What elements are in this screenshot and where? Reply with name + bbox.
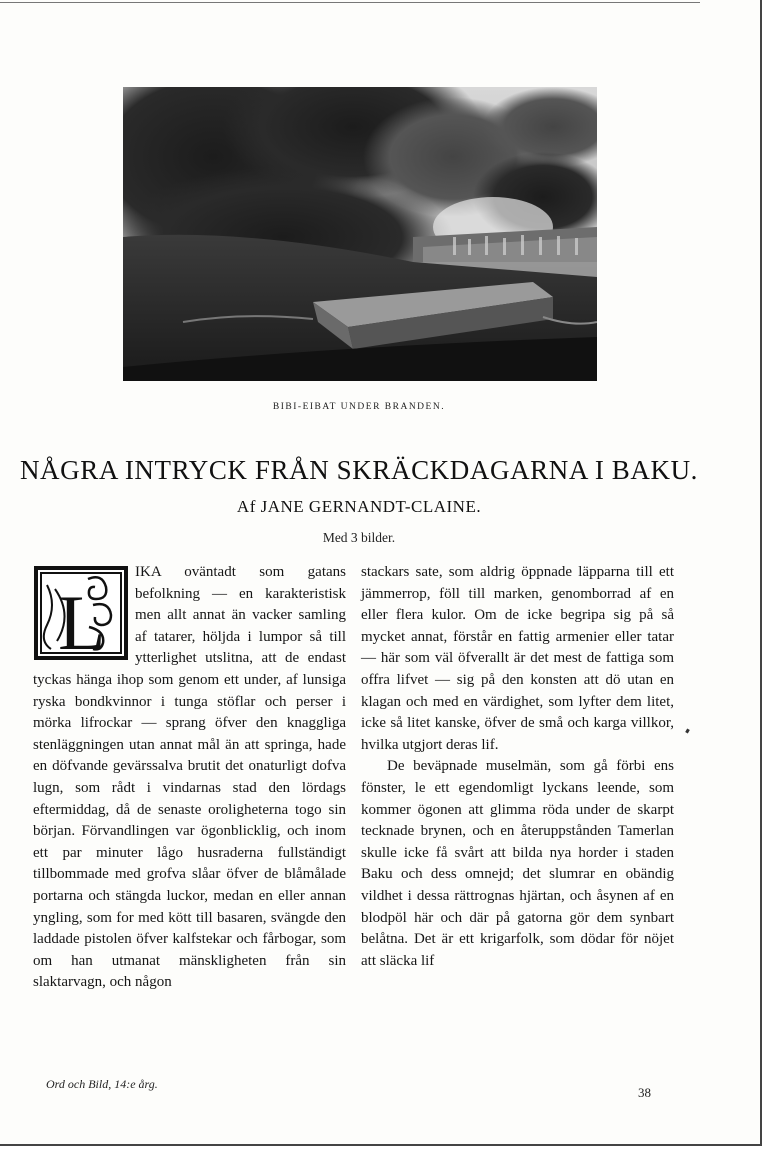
article-byline: Af JANE GERNANDT-CLAINE. xyxy=(236,497,482,516)
page-number: 38 xyxy=(638,1085,651,1100)
top-rule xyxy=(0,2,700,3)
fire-photograph xyxy=(123,87,597,381)
right-column xyxy=(361,562,674,972)
decorative-initial-l-icon xyxy=(33,565,129,661)
article-title: NÅGRA INTRYCK FRÅN SKRÄCKDAGARNA I BAKU. xyxy=(19,455,699,485)
right-column-paragraph-2: De beväpnade muselmän, som gå förbi ens fönster, le ett egendomligt lyckans leende, som kommer ögonen att glimma röda under de skarpt tecknade brynen, och en återuppstånden Tamerlan skulle icke få svårt att bilda nya horder i staden Baku och dess omnejd; det slumrar en obändig vildhet i dessa rättrognas hjärtan, och åsynen af en blodpöl här och där på gatorna gör dem synbart belåtna. Det är ett krigarfolk, som dödar för nöjet att släcka lif xyxy=(361,758,674,969)
right-column-paragraph-1: stackars sate, som aldrig öppnade läpparna till ett jämmerrop, föll till marken, genomborrad af en eller flera kulor. Om de icke begripa sig på så mycket annat, förstår en fattig armenier eller tatar — här som väl öfverallt är det mest de fattiga som offra lifvet — sig på den konsten att dö utan en klagan och med en värdighet, som lyfter dem litet, icke så litet kanske, öfver de små och karga villkor, hvilka utgjort deras lif. xyxy=(361,564,674,753)
publication-footer: Ord och Bild, 14:e årg. xyxy=(46,1077,158,1091)
left-column xyxy=(33,562,346,994)
photo-caption: BIBI-EIBAT UNDER BRANDEN. xyxy=(272,402,446,412)
ink-speck xyxy=(685,729,690,734)
article-subtitle: Med 3 bilder. xyxy=(322,530,396,545)
dropcap-letter: L xyxy=(58,579,106,661)
photo-illustration xyxy=(123,87,597,381)
left-column-text: IKA oväntadt som gatans befolkning — en karakteristisk men allt annat än vacker samling af tatarer, höljda i lumpor så till ytterlighet utslitna, att de endast tyckas hänga ihop som genom ett under, af lunsiga ryska bondkvinnor i tunga stöflar och perser i mörka lifrockar — sprang öfver den knaggliga stenläggningen utan annat mål än att springa, hade en döfvande gevärssalva brutit det onaturligt dofva lugn, som rådt i vindarnas stad den lördags eftermiddag, då de senaste oroligheterna togo sin början. Förvandlingen var ögonblicklig, och inom ett par minuter lågo husraderna fullständigt tillbommade med grofva slåar öfver de blåmålade portarna och stängda luckor, medan en eller annan yngling, som for med kött till basaren, svängde den laddade pistolen öfver kalfstekar och fårbogar, som om han utmanat mänskligheten från sin slaktarvagn, och någon xyxy=(33,564,346,991)
